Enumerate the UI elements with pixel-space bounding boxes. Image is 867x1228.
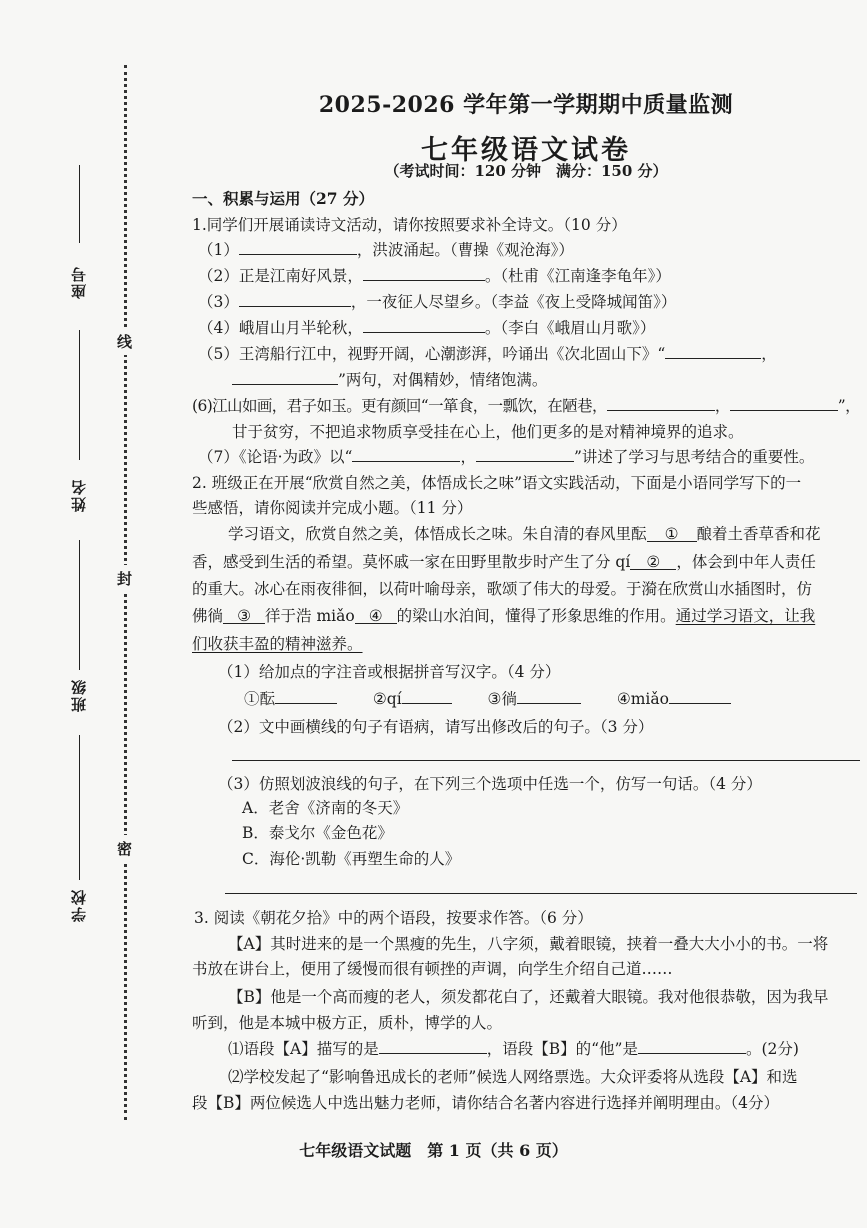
q2-sub3-answer-line[interactable]: [225, 893, 857, 894]
q1-item-6-cont: 甘于贫穷，不把追求物质享受挂在心上，他们更多的是对精神境界的追求。: [232, 423, 744, 441]
q1-item-7-mid: ，: [460, 448, 476, 466]
q2-p2a-text: 香，感受到生活的希望。莫怀戚一家在田野里散步时产生了分 qí: [192, 553, 631, 571]
q3-para-b2: 听到，他是本城中极方正，质朴，博学的人。: [192, 1014, 503, 1032]
seal-char-mi: 密: [117, 835, 132, 862]
q1-item-2-post: 。（杜甫《江南逢李龟年》）: [484, 267, 671, 285]
q1-item-6-post: ”，: [837, 397, 861, 415]
q1-item-7: [198, 446, 814, 468]
seal-char-feng: 封: [117, 565, 132, 592]
q2-sub1-item-2: ②qí: [372, 690, 402, 708]
q2-p1-text: 学习语文，欣赏自然之美，体悟成长之味。朱自清的春风里酝: [228, 525, 647, 543]
class-label: 班级: [70, 678, 88, 712]
q1-item-4-post: 。（李白《峨眉山月歌》）: [484, 319, 656, 337]
q3-sub1-a: ⑴语段【A】描写的是: [228, 1040, 379, 1058]
q1-blank-5a[interactable]: [665, 343, 761, 359]
q1-blank-2[interactable]: [363, 265, 485, 281]
q3-sub2-a: ⑵学校发起了“影响鲁迅成长的老师”候选人网络票选。大众评委将从选段【A】和选: [228, 1068, 798, 1086]
q2-sub2: （2）文中画横线的句子有语病，请写出修改后的句子。（3 分）: [218, 718, 654, 736]
q1-item-5-post: ，: [761, 345, 777, 363]
q2-p2b-text: ，体会到中年人责任: [676, 553, 816, 571]
school-label: 学校: [70, 888, 88, 922]
q1-item-6: [192, 395, 860, 417]
q1-item-2-pre: （2）正是江南好风景，: [198, 267, 363, 285]
seat-number-line: [79, 165, 80, 243]
q1-blank-6b[interactable]: [730, 395, 838, 411]
seal-dotted-line: [124, 65, 127, 1120]
q2-sub3: （3）仿照划波浪线的句子，在下列三个选项中任选一个，仿写一句话。（4 分）: [218, 775, 762, 793]
q1-item-3: [198, 291, 676, 313]
q1-item-4: [198, 317, 655, 339]
q3-para-a1: 【A】其时进来的是一个黑瘦的先生，八字须，戴着眼镜，挟着一叠大大小小的书。一将: [228, 935, 829, 953]
q1-item-6-pre: (6)江山如画，君子如玉。更有颜回“一箪食，一瓢饮，在陋巷，: [192, 397, 607, 415]
seat-number-label: 座号: [70, 265, 88, 299]
q1-blank-5b[interactable]: [232, 369, 338, 385]
section1-heading: 一、积累与运用（27 分）: [192, 189, 374, 208]
q1-blank-7a[interactable]: [352, 446, 460, 462]
q2-option-b: B．泰戈尔《金色花》: [242, 824, 393, 842]
q2-mark-4[interactable]: ④: [355, 605, 397, 624]
q2-mark-3[interactable]: ③: [223, 605, 265, 624]
school-line: [79, 735, 80, 880]
q2-mark-1[interactable]: ①: [647, 523, 697, 542]
q2-sub1-items: [244, 688, 731, 710]
q2-sub1-blank-2[interactable]: [402, 688, 452, 704]
exam-title-line2: 七年级语文试卷: [421, 135, 631, 166]
q3-stem: 3. 阅读《朝花夕拾》中的两个语段，按要求作答。（6 分）: [194, 909, 593, 927]
q2-p1b-text: 酿着土香草香和花: [696, 525, 821, 543]
q2-p4c-text: 的梁山水泊间，懂得了形象思维的作用。: [396, 607, 676, 625]
seal-char-xian: 线: [117, 328, 132, 355]
q1-item-1: [198, 239, 574, 261]
q3-para-a2: 书放在讲台上，便用了缓慢而很有顿挫的声调，向学生介绍自己道……: [192, 960, 673, 978]
q1-stem: 1.同学们开展诵读诗文活动，请你按照要求补全诗文。（10 分）: [192, 216, 627, 234]
q1-item-1-pre: （1）: [198, 241, 239, 259]
q3-sub1-b: ，语段【B】的“他”是: [486, 1040, 638, 1058]
q1-blank-7b[interactable]: [476, 446, 574, 462]
q1-item-5-cont: [232, 369, 547, 391]
q2-para-1: [228, 523, 821, 545]
q1-item-6-mid: ，: [714, 397, 730, 415]
q1-item-5-cont-post: ”两句，对偶精妙，情绪饱满。: [338, 371, 548, 389]
q2-sub1: （1）给加点的字注音或根据拼音写汉字。（4 分）: [218, 663, 561, 681]
q1-item-7-post: ”讲述了学习与思考结合的重要性。: [573, 448, 815, 466]
q2-p4a-text: 佛徜: [192, 607, 224, 625]
q2-sub1-item-3: ③徜: [487, 690, 517, 708]
q2-option-c: C．海伦·凯勒《再塑生命的人》: [242, 850, 461, 868]
q3-sub1-blank-1[interactable]: [379, 1038, 487, 1054]
q1-blank-4[interactable]: [363, 317, 485, 333]
exam-info: （考试时间：120 分钟 满分：150 分）: [384, 162, 668, 180]
q2-sub1-blank-4[interactable]: [669, 688, 731, 704]
q2-para-4: [192, 605, 815, 627]
q1-blank-6a[interactable]: [607, 395, 715, 411]
q2-para-3: 的重大。冰心在雨夜徘徊，以荷叶喻母亲，歌颂了伟大的母爱。于漪在欣赏山水插图时，仿: [192, 580, 813, 598]
q2-sub1-blank-1[interactable]: [275, 688, 337, 704]
name-line: [79, 330, 80, 460]
q1-item-3-post: ，一夜征人尽望乡。（李益《夜上受降城闻笛》）: [350, 293, 677, 311]
q3-sub2-b: 段【B】两位候选人中选出魅力老师，请你结合名著内容进行选择并阐明理由。（4分）: [192, 1094, 780, 1112]
q2-option-a: A．老舍《济南的冬天》: [242, 799, 409, 817]
q1-blank-3[interactable]: [239, 291, 351, 307]
q2-stem-b: 些感悟，请你阅读并完成小题。（11 分）: [192, 499, 473, 517]
q2-underlined-sentence-a: 通过学习语文，让我: [675, 607, 816, 625]
q1-item-3-pre: （3）: [198, 293, 239, 311]
class-line: [79, 540, 80, 670]
q1-item-2: [198, 265, 671, 287]
q2-sub1-item-1: ①酝: [244, 690, 276, 708]
q2-sub1-item-4: ④miǎo: [616, 690, 669, 708]
q2-para-2: [192, 551, 816, 573]
page-footer: 七年级语文试题 第 1 页（共 6 页）: [299, 1141, 568, 1160]
q1-item-5-pre: （5）王湾船行江中，视野开阔，心潮澎湃，吟诵出《次北固山下》“: [198, 345, 666, 363]
exam-title-line1: 2025-2026 学年第一学期期中质量监测: [318, 92, 734, 118]
q3-sub1: [228, 1038, 799, 1060]
q2-mark-2[interactable]: ②: [630, 551, 676, 570]
q3-sub1-c: 。(2分): [745, 1040, 799, 1058]
binding-margin: [0, 0, 170, 1228]
q1-blank-1[interactable]: [239, 239, 357, 255]
q1-item-7-pre: （7）《论语·为政》以“: [198, 448, 353, 466]
q2-p4b-text: 徉于浩 miǎo: [265, 607, 355, 625]
q2-stem-a: 2. 班级正在开展“欣赏自然之美，体悟成长之味”语文实践活动，下面是小语同学写下的一: [192, 474, 802, 492]
q1-item-5: [198, 343, 777, 365]
q2-sub2-answer-line[interactable]: [232, 760, 860, 761]
q2-sub1-blank-3[interactable]: [517, 688, 581, 704]
q3-para-b1: 【B】他是一个高而瘦的老人，须发都花白了，还戴着大眼镜。我对他很恭敬，因为我早: [228, 988, 829, 1006]
name-label: 姓名: [70, 478, 88, 512]
q3-sub1-blank-2[interactable]: [638, 1038, 746, 1054]
q1-item-1-post: ，洪波涌起。（曹操《观沧海》）: [356, 241, 574, 259]
q2-underlined-sentence-b: 们收获丰盈的精神滋养。: [192, 635, 363, 653]
q1-item-4-pre: （4）峨眉山月半轮秋，: [198, 319, 363, 337]
